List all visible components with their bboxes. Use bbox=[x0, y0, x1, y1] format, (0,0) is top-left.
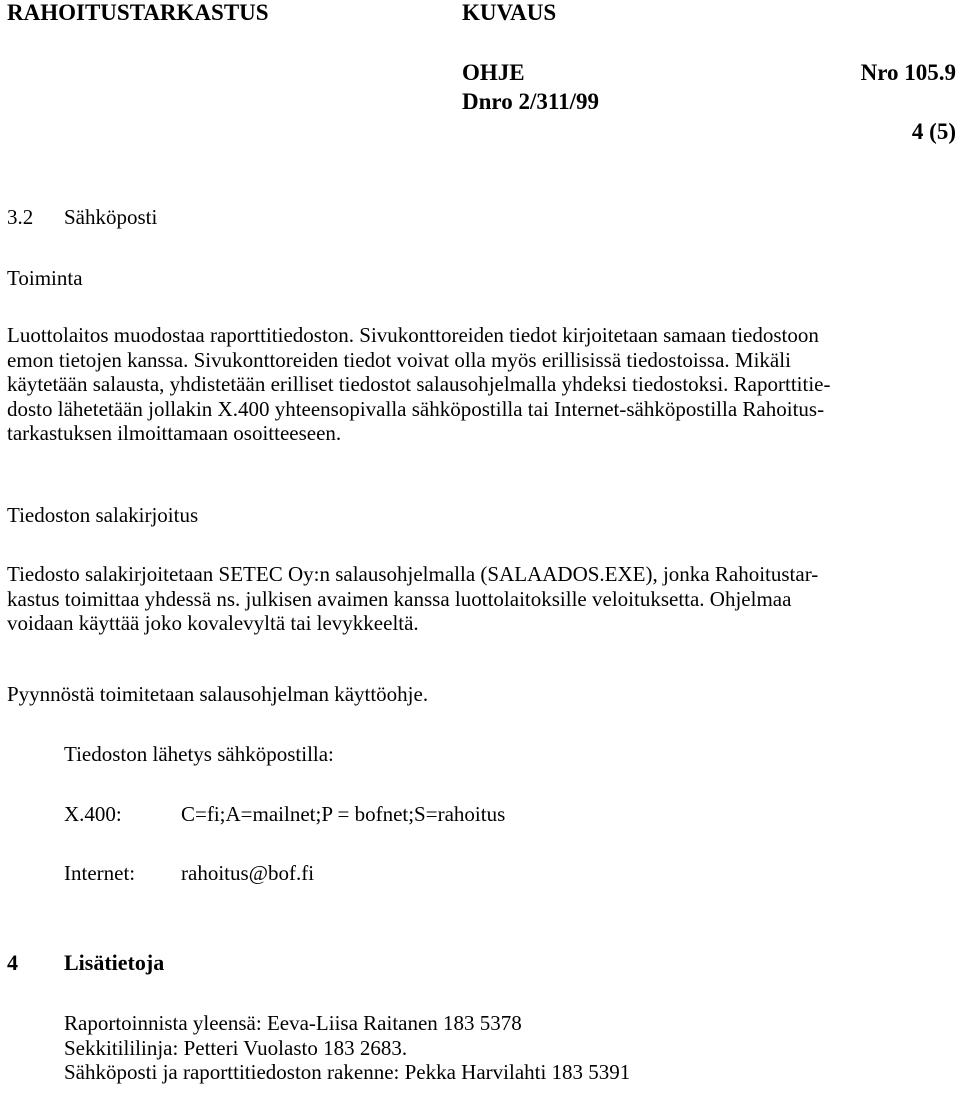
document-number: Nro 105.9 bbox=[860, 60, 956, 85]
paragraph-toiminta bbox=[7, 323, 830, 446]
paragraph-line: Luottolaitos muodostaa raporttitiedoston. Sivukonttoreiden tiedot kirjoitetaan samaan tiedostoon bbox=[7, 323, 819, 347]
subheading-salakirjoitus: Tiedoston salakirjoitus bbox=[7, 503, 199, 527]
section-number: 4 bbox=[7, 950, 18, 975]
section-title: Sähköposti bbox=[64, 205, 158, 229]
address-value-x400: C=fi;A=mailnet;P = bofnet;S=rahoitus bbox=[181, 802, 506, 826]
paragraph-line: käytetään salausta, yhdistetään erilliset tiedostot salausohjelmalla yhdeksi tiedostoksi. Raporttitie- bbox=[7, 372, 831, 396]
section-number: 3.2 bbox=[7, 205, 34, 229]
paragraph-line: tarkastuksen ilmoittamaan osoitteeseen. bbox=[7, 421, 342, 445]
document-type: KUVAUS bbox=[462, 0, 557, 25]
subheading-toiminta: Toiminta bbox=[7, 266, 83, 290]
subheading-lahetys: Tiedoston lähetys sähköpostilla: bbox=[64, 742, 334, 766]
organization-name: RAHOITUSTARKASTUS bbox=[7, 0, 269, 25]
address-value-internet[interactable]: rahoitus@bof.fi bbox=[181, 861, 315, 885]
paragraph-line: Tiedosto salakirjoitetaan SETEC Oy:n salausohjelmalla (SALAADOS.EXE), jonka Rahoitustar- bbox=[7, 562, 819, 586]
section-title: Lisätietoja bbox=[64, 950, 165, 975]
contact-line: Sähköposti ja raporttitiedoston rakenne: Pekka Harvilahti 183 5391 bbox=[64, 1060, 631, 1084]
paragraph-line: dosto lähetetään jollakin X.400 yhteensopivalla sähköpostilla tai Internet-sähköpostilla Rahoitus- bbox=[7, 396, 825, 421]
contact-list bbox=[64, 1011, 630, 1085]
document-kind: OHJE bbox=[462, 60, 525, 85]
paragraph-salakirjoitus bbox=[7, 562, 818, 636]
registry-number: Dnro 2/311/99 bbox=[462, 89, 599, 114]
request-note: Pyynnöstä toimitetaan salausohjelman käyttöohje. bbox=[7, 682, 429, 706]
contact-line: Raportoinnista yleensä: Eeva-Liisa Raitanen 183 5378 bbox=[64, 1011, 522, 1035]
paragraph-line: kastus toimittaa yhdessä ns. julkisen avaimen kanssa luottolaitoksille veloituksetta. Ohjelmaa bbox=[7, 586, 792, 611]
address-label-x400: X.400: bbox=[64, 802, 122, 826]
address-label-internet: Internet: bbox=[64, 861, 136, 885]
contact-line: Sekkitililinja: Petteri Vuolasto 183 2683. bbox=[64, 1035, 408, 1060]
page-number: 4 (5) bbox=[911, 119, 956, 144]
paragraph-line: emon tietojen kanssa. Sivukonttoreiden tiedot voivat olla myös erillisissä tiedostoissa. Mikäli bbox=[7, 347, 791, 372]
paragraph-line: voidaan käyttää joko kovalevyltä tai levykkeeltä. bbox=[7, 611, 419, 635]
